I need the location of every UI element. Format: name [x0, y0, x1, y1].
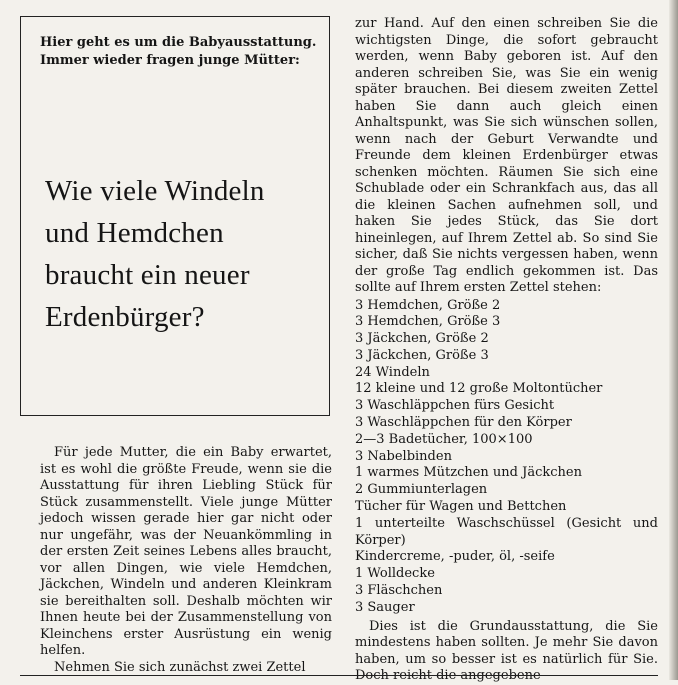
body-paragraph-2: Nehmen Sie sich zunächst zwei Zettel: [54, 659, 306, 675]
article-headline: Wie viele Windeln und Hemdchen braucht ein neuer Erdenbürger?: [45, 175, 265, 333]
right-column: [355, 16, 658, 685]
body-paragraph-1: Für jede Mutter, die ein Baby erwartet, ist es wohl die größte Freude, wenn sie die Ausstattung für ihren Liebling Stück für Stück zusammenstellt. Viele junge Mütter jedoch wissen gerade hier gar nicht oder nur ungefähr, was der Neuankömmling in der ersten Zeit seines Lebens alles braucht, vor allen Dingen, wie viele Hemdchen, Jäckchen, Windeln und anderen Kleinkram sie bereithalten soll. Deshalb möchten wir Ihnen heute bei der Zusammenstellung von Kleinchens erster Ausrüstung ein wenig helfen.: [40, 445, 332, 658]
list-item: Tücher für Wagen und Bettchen: [355, 499, 567, 515]
list-item: 3 Hemdchen, Größe 2: [355, 297, 501, 313]
list-item: 2—3 Badetücher, 100×100: [355, 431, 533, 447]
list-item: 2 Gummiunterlagen: [355, 482, 488, 498]
baby-items-list: [355, 298, 658, 617]
list-item: 3 Waschläppchen fürs Gesicht: [355, 398, 555, 414]
list-item: 12 kleine und 12 große Moltontücher: [355, 381, 603, 397]
list-item: 1 unterteilte Waschschüssel (Gesicht und Körper): [355, 515, 658, 548]
list-item: 1 warmes Mützchen und Jäckchen: [355, 465, 582, 481]
list-item: 3 Fläschchen: [355, 583, 443, 599]
bottom-rule: [20, 675, 658, 676]
list-item: 3 Hemdchen, Größe 3: [355, 314, 501, 330]
list-item: 24 Windeln: [355, 364, 430, 380]
page-fold-shadow: [669, 0, 678, 680]
list-item: 1 Wolldecke: [355, 566, 435, 582]
list-item: 3 Sauger: [355, 599, 415, 615]
body-paragraph-continued: zur Hand. Auf den einen schreiben Sie die wichtigsten Dinge, die sofort gebraucht werden, wenn Baby geboren ist. Auf den anderen schreiben Sie, was Sie ein wenig später brauchen. Bei diesem zweiten Zettel haben Sie dann auch gleich einen Anhaltspunkt, was Sie sich wünschen sollen, wenn nach der Geburt Verwandte und Freunde dem kleinen Erdenbürger etwas schenken möchten. Räumen Sie sich eine Schublade oder ein Schrankfach aus, das all die kleinen Sachen aufnehmen soll, und haken Sie jedes Stück, das Sie dort hineinlegen, auf Ihrem Zettel ab. So sind Sie sicher, daß Sie nichts vergessen haben, wenn der große Tag endlich gekommen ist. Das sollte auf Ihrem ersten Zettel stehen:: [355, 16, 658, 295]
list-item: 3 Nabelbinden: [355, 448, 452, 464]
list-item: 3 Jäckchen, Größe 3: [355, 347, 489, 363]
body-paragraph-end: Dies ist die Grundausstattung, die Sie mindestens haben sollten. Je mehr Sie davon haben, um so besser ist es natürlich für Sie. Doch reicht die angegebene: [355, 618, 658, 684]
list-item: Kindercreme, -puder, öl, -seife: [355, 549, 555, 565]
list-item: 3 Jäckchen, Größe 2: [355, 331, 489, 347]
intro-text: Hier geht es um die Babyausstattung. Immer wieder fragen junge Mütter:: [40, 35, 317, 68]
left-column: [40, 445, 332, 676]
list-item: 3 Waschläppchen für den Körper: [355, 415, 572, 431]
